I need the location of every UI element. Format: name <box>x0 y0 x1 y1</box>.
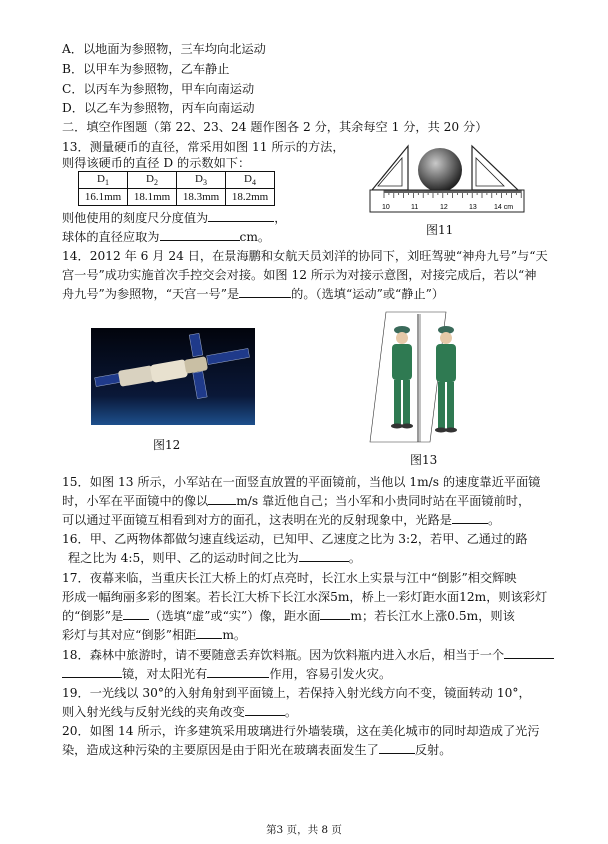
answer-blank[interactable] <box>320 608 350 620</box>
q19-line1: 19．一光线以 30°的入射角射到平面镜上，若保持入射光线方向不变，镜面转动 10°， <box>62 686 531 700</box>
table-header: $D_3$ <box>177 172 226 189</box>
answer-blank[interactable] <box>196 627 222 639</box>
option-b: B．以甲车为参照物，乙车静止 <box>62 62 230 76</box>
q13-line1: 13．测量硬币的直径，常采用如图 11 所示的方法， <box>62 140 345 154</box>
answer-blank[interactable] <box>239 286 291 298</box>
q18-line2: 镜，对太阳光有 作用，容易引发火灾。 <box>62 666 391 682</box>
q20-line1: 20．如图 14 所示，许多建筑采用玻璃进行外墙装璜，这在美化城市的同时却造成了光污 <box>62 724 540 738</box>
answer-blank[interactable] <box>207 666 269 678</box>
q19-line2: 则入射光线与反射光线的夹角改变 。 <box>62 705 297 719</box>
ruler-label: 12 <box>440 204 448 211</box>
figure-12-caption: 图12 <box>153 438 181 452</box>
figure-13-mirror-image <box>360 310 484 450</box>
q20-line2: 染，造成这种污染的主要原因是由于阳光在玻璃表面发生了 反射。 <box>62 743 452 757</box>
q17-line2: 形成一幅绚丽多彩的图案。若长江大桥下长江水深5m，桥上一彩灯距水面12m，则该彩灯 <box>62 590 548 604</box>
table-cell: 18.1mm <box>128 189 177 206</box>
q14-line2: 宫一号”成功实施首次手控交会对接。如图 12 所示为对接示意图，对接完成后，若以“神 <box>62 268 537 282</box>
q17-line4: 彩灯与其对应“倒影”相距 m。 <box>62 628 247 642</box>
ruler-label: 10 <box>382 204 390 211</box>
q17-line3: 的“倒影”是 （选填“虚”或“实”）像，距水面 m；若长江水上涨0.5m，则该 <box>62 609 515 623</box>
table-row <box>79 189 275 206</box>
ruler-label: 14 cm <box>494 204 514 211</box>
q13-line3: 则他使用的刻度尺分度值为 ， <box>62 211 287 225</box>
answer-blank[interactable] <box>379 742 415 754</box>
answer-blank[interactable] <box>160 229 240 241</box>
answer-blank[interactable] <box>208 210 274 222</box>
q18-line1: 18．森林中旅游时，请不要随意丢弃饮料瓶。因为饮料瓶内进入水后，相当于一个 <box>62 647 554 663</box>
table-header: $D_4$ <box>226 172 275 189</box>
option-a: A．以地面为参照物，三车均向北运动 <box>62 42 266 56</box>
figure-11-coin-ruler <box>368 138 528 218</box>
table-cell: 18.2mm <box>226 189 275 206</box>
answer-blank[interactable] <box>123 608 149 620</box>
q17-line1: 17．夜幕来临，当重庆长江大桥上的灯点亮时，长江水上实景与江中“倒影”相交辉映 <box>62 571 517 585</box>
section-heading: 二．填空作图题（第 22、23、24 题作图各 2 分，其余每空 1 分，共 20 分） <box>62 120 488 134</box>
q15-line3: 可以通过平面镜互相看到对方的面孔，这表明在光的反射现象中，光路是 。 <box>62 513 501 527</box>
coin-ball <box>418 148 462 192</box>
q16-line1: 16．甲、乙两物体都做匀速直线运动，已知甲、乙速度之比为 3:2，若甲、乙通过的路 <box>62 532 528 546</box>
table-header: $D_2$ <box>128 172 177 189</box>
answer-blank[interactable] <box>208 493 236 505</box>
q15-line2: 时，小军在平面镜中的像以 m/s 靠近他自己；当小军和小贵同时站在平面镜前时， <box>62 494 531 508</box>
q14-line3: 舟九号”为参照物，“天宫一号”是 的。（选填“运动”或“静止”） <box>62 287 445 301</box>
q14-line1: 14．2012 年 6 月 24 日，在景海鹏和女航天员刘洋的协同下，刘旺驾驶“神舟九号”与“天 <box>62 249 548 263</box>
answer-blank[interactable] <box>62 666 122 678</box>
page-footer: 第3 页，共 8 页 <box>266 824 342 836</box>
q15-line1: 15．如图 13 所示，小军站在一面竖直放置的平面镜前，当他以 1m/s 的速度靠近平面镜 <box>62 475 541 489</box>
q13-line2: 则得该硬币的直径 D 的示数如下： <box>62 156 251 170</box>
answer-blank[interactable] <box>504 647 554 659</box>
answer-blank[interactable] <box>245 704 285 716</box>
option-d: D．以乙车为参照物，丙车向南运动 <box>62 101 255 115</box>
figure-13-caption: 图13 <box>410 453 438 467</box>
ruler-label: 13 <box>469 204 477 211</box>
q16-line2: 程之比为 4:5，则甲、乙的运动时间之比为 。 <box>68 551 361 565</box>
figure-11-caption: 图11 <box>426 223 454 237</box>
answer-blank[interactable] <box>452 512 488 524</box>
q13-line4: 球体的直径应取为 cm。 <box>62 230 271 244</box>
diameter-table <box>78 171 275 206</box>
mirror-image-figure <box>391 326 413 429</box>
table-cell: 18.3mm <box>177 189 226 206</box>
table-header: $D_1$ <box>79 172 128 189</box>
option-c: C．以丙车为参照物，甲车向南运动 <box>62 82 255 96</box>
ruler-label: 11 <box>411 204 419 211</box>
man-figure <box>435 326 457 433</box>
figure-12-docking-image <box>91 328 255 425</box>
table-cell: 16.1mm <box>79 189 128 206</box>
answer-blank[interactable] <box>299 550 349 562</box>
table-header-row <box>79 172 275 189</box>
